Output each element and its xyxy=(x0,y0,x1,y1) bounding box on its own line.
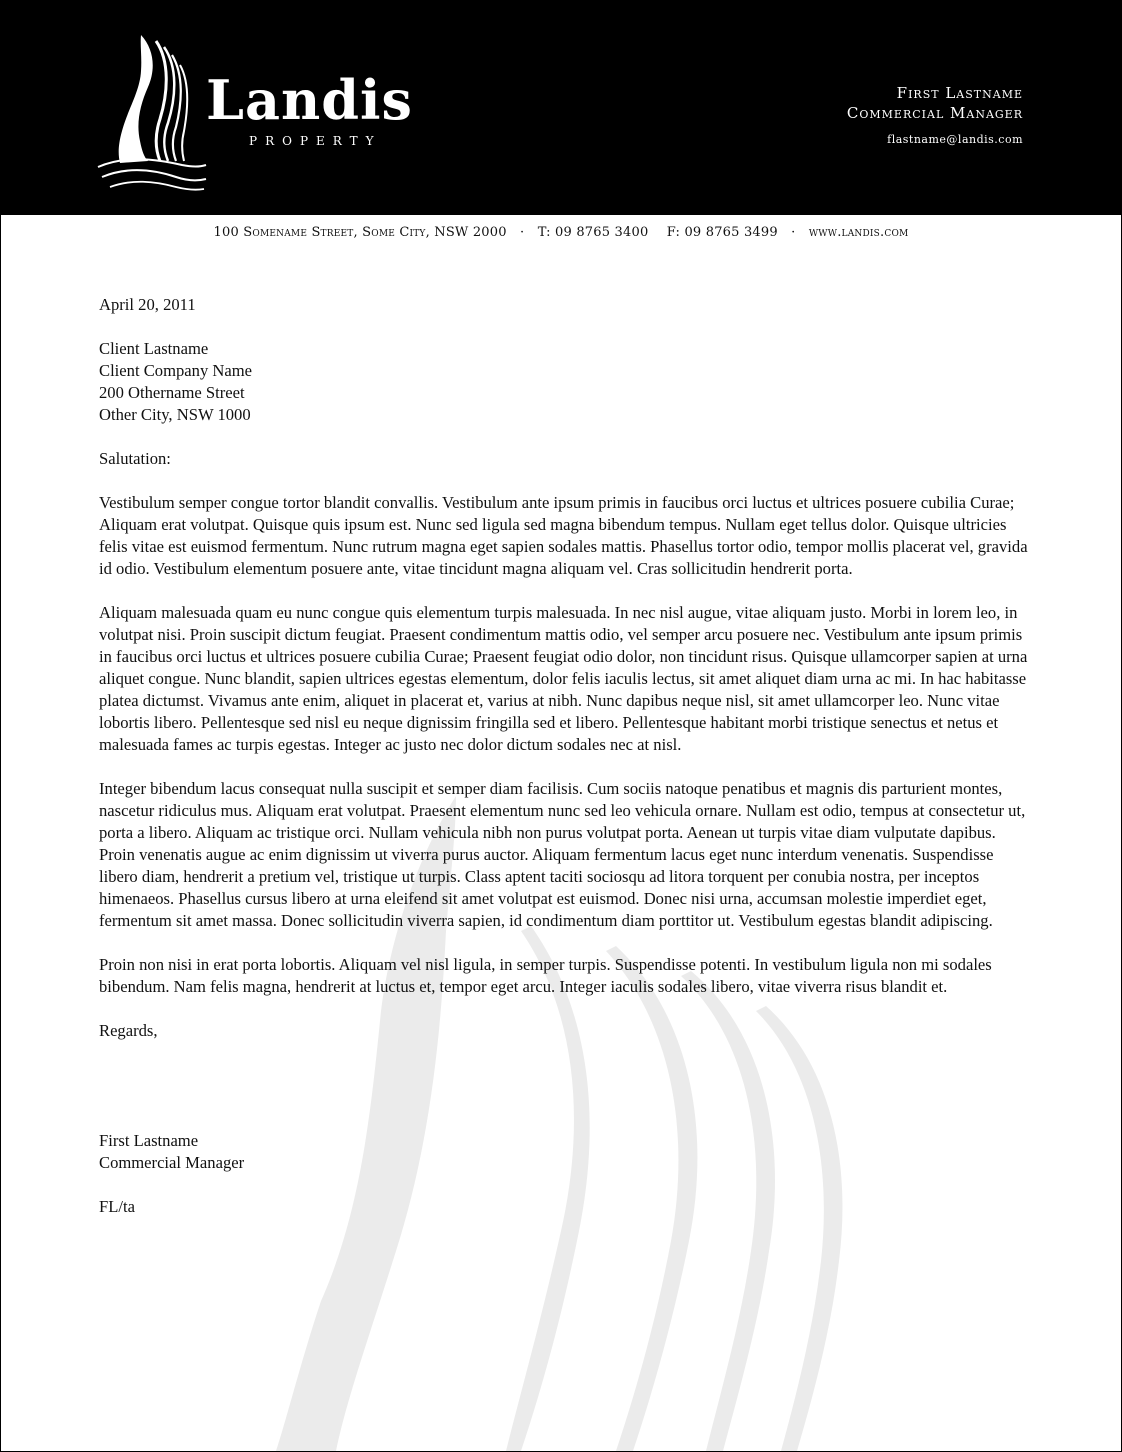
letter-body xyxy=(99,294,1029,1240)
salutation: Salutation: xyxy=(99,449,171,468)
sail-wave-logo-icon xyxy=(96,31,208,196)
body-paragraph: Vestibulum semper congue tortor blandit convallis. Vestibulum ante ipsum primis in faucibus orci luctus et ultrices posuere cubilia Curae; Aliquam erat volutpat. Quisque quis ipsum est. Nunc sed ligula sed magna bibendum tempus. Nullam eget tellus dolor. Quisque ultricies felis vitae est euismod fermentum. Nunc rutrum magna eget sapien sodales mattis. Phasellus tortor odio, tempor mollis placerat vel, gravida id odio. Vestibulum elementum posuere ante, vitae tincidunt magna aliquam vel. Cras sollicitudin hendrerit porta. xyxy=(99,493,1028,578)
sender-title: Commercial Manager xyxy=(846,104,1023,122)
signature-space xyxy=(99,1064,1029,1130)
recipient-name: Client Lastname xyxy=(99,339,209,358)
signature-title: Commercial Manager xyxy=(99,1153,245,1172)
separator-dot: · xyxy=(520,225,525,240)
sender-email[interactable]: flastname@landis.com xyxy=(887,133,1023,146)
company-fax: F: 09 8765 3499 xyxy=(666,225,778,240)
letterhead-header xyxy=(1,1,1121,215)
separator-dot: · xyxy=(791,225,796,240)
company-address-line xyxy=(1,225,1121,240)
body-paragraph: Aliquam malesuada quam eu nunc congue quis elementum turpis malesuada. In nec nisl augue, vitae aliquam justo. Morbi in lorem leo, in volutpat nisi. Proin suscipit dictum feugiat. Praesent condimentum mattis odio, vel semper arcu posuere nec. Vestibulum ante ipsum primis in faucibus orci luctus et ultrices posuere cubilia Curae; Praesent feugiat odio dolor, non tincidunt risus. Quisque ullamcorper sapien at urna aliquet congue. Nunc blandit, sapien ultrices egestas elementum, dolor felis iaculis lectus, sit amet aliquet diam urna ac mi. In hac habitasse platea dictumst. Vivamus ante enim, aliquet in placerat et, varius at nibh. Nunc dapibus neque nisl, sit amet ullamcorper leo. Nunc vitae lobortis libero. Pellentesque sed nisl eu neque dignissim fringilla sed et libero. Pellentesque habitant morbi tristique senectus et netus et malesuada fames ac turpis egestas. Integer ac justo nec dolor dictum sodales nec at nisl. xyxy=(99,603,1028,754)
signature-block xyxy=(99,1130,1029,1174)
sender-name: First Lastname xyxy=(896,84,1023,102)
recipient-address xyxy=(99,338,1029,426)
body-paragraph: Proin non nisi in erat porta lobortis. Aliquam vel nisl ligula, in semper turpis. Suspendisse potenti. In vestibulum ligula non mi sodales bibendum. Nam felis magna, hendrerit at luctus et, tempor eget arcu. Integer iaculis sodales libero, vitae viverra risus blandit et. xyxy=(99,955,992,996)
company-phone: T: 09 8765 3400 xyxy=(537,225,649,240)
closing: Regards, xyxy=(99,1021,158,1040)
recipient-city: Other City, NSW 1000 xyxy=(99,405,251,424)
sender-contact-block xyxy=(847,83,1023,146)
signature-name: First Lastname xyxy=(99,1131,199,1150)
brand-name: Landis xyxy=(206,68,413,132)
reference-initials: FL/ta xyxy=(99,1197,135,1216)
company-address: 100 Somename Street, Some City, NSW 2000 xyxy=(213,225,507,240)
letter-date: April 20, 2011 xyxy=(99,295,196,314)
recipient-street: 200 Othername Street xyxy=(99,383,245,402)
company-website[interactable]: www.landis.com xyxy=(808,225,909,240)
brand-subtitle: PROPERTY xyxy=(249,134,382,148)
recipient-company: Client Company Name xyxy=(99,361,253,380)
body-paragraph: Integer bibendum lacus consequat nulla suscipit et semper diam facilisis. Cum sociis natoque penatibus et magnis dis parturient montes, nascetur ridiculus mus. Aliquam erat volutpat. Praesent elementum nunc sed leo vehicula ornare. Nullam est odio, tempus at consectetur ut, porta a libero. Aliquam ac tristique orci. Nullam vehicula nibh non purus volutpat porta. Aenean ut turpis vitae diam vulputate dapibus. Proin venenatis augue ac enim dignissim ut viverra purus auctor. Aliquam fermentum lacus eget nunc interdum venenatis. Suspendisse libero diam, hendrerit a pretium vel, tristique ut turpis. Class aptent taciti sociosqu ad litora torquent per conubia nostra, per inceptos himenaeos. Phasellus cursus libero at urna eleifend sit amet volutpat est euismod. Donec nisi urna, accumsan molestie imperdiet eget, fermentum sit amet massa. Donec sollicitudin viverra sapien, id condimentum diam porttitor ut. Vestibulum egestas blandit adipiscing. xyxy=(99,779,1026,930)
